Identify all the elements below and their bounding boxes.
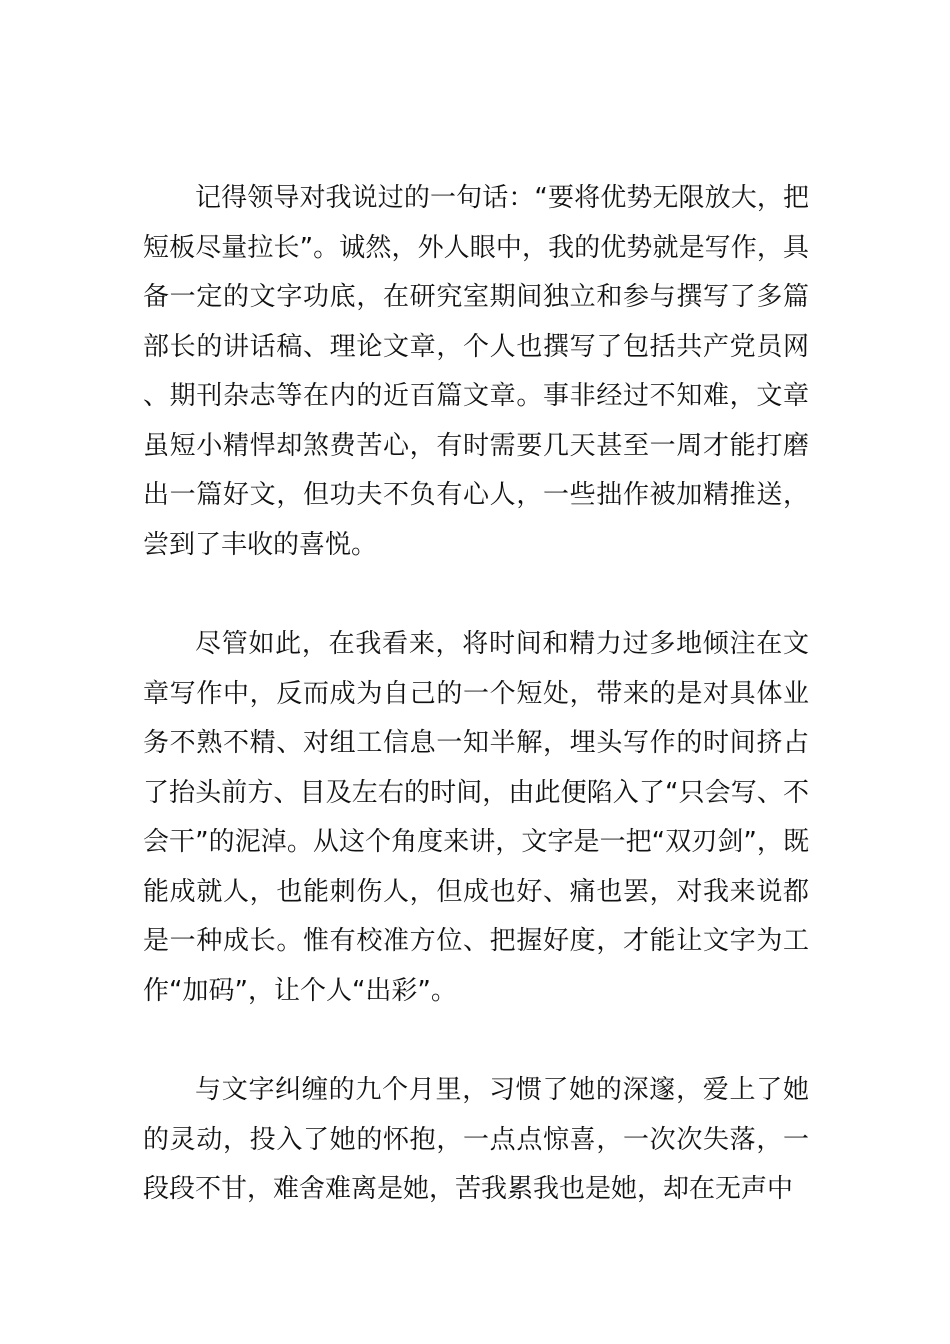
- paragraph-3: 与文字纠缠的九个月里，习惯了她的深邃，爱上了她的灵动，投入了她的怀抱，一点点惊喜，一次次失落，一段段不甘，难舍难离是她，苦我累我也是她，却在无声中: [143, 1075, 809, 1204]
- paragraph-2: 尽管如此，在我看来，将时间和精力过多地倾注在文章写作中，反而成为自己的一个短处，带来的是对具体业务不熟不精、对组工信息一知半解，埋头写作的时间挤占了抬头前方、目及左右的时间，由此便陷入了“只会写、不会干”的泥淖。从这个角度来讲，文字是一把“双刃剑”，既能成就人，也能刺伤人，但成也好、痛也罢，对我来说都是一种成长。惟有校准方位、把握好度，才能让文字为工作“加码”，让个人“出彩”。: [143, 629, 809, 1006]
- document-body: [143, 174, 809, 1215]
- paragraph-1: 记得领导对我说过的一句话：“要将优势无限放大，把短板尽量拉长”。诚然，外人眼中，我的优势就是写作，具备一定的文字功底，在研究室期间独立和参与撰写了多篇部长的讲话稿、理论文章，个人也撰写了包括共产党员网、期刊杂志等在内的近百篇文章。事非经过不知难，文章虽短小精悍却煞费苦心，有时需要几天甚至一周才能打磨出一篇好文，但功夫不负有心人，一些拙作被加精推送，尝到了丰收的喜悦。: [143, 183, 809, 560]
